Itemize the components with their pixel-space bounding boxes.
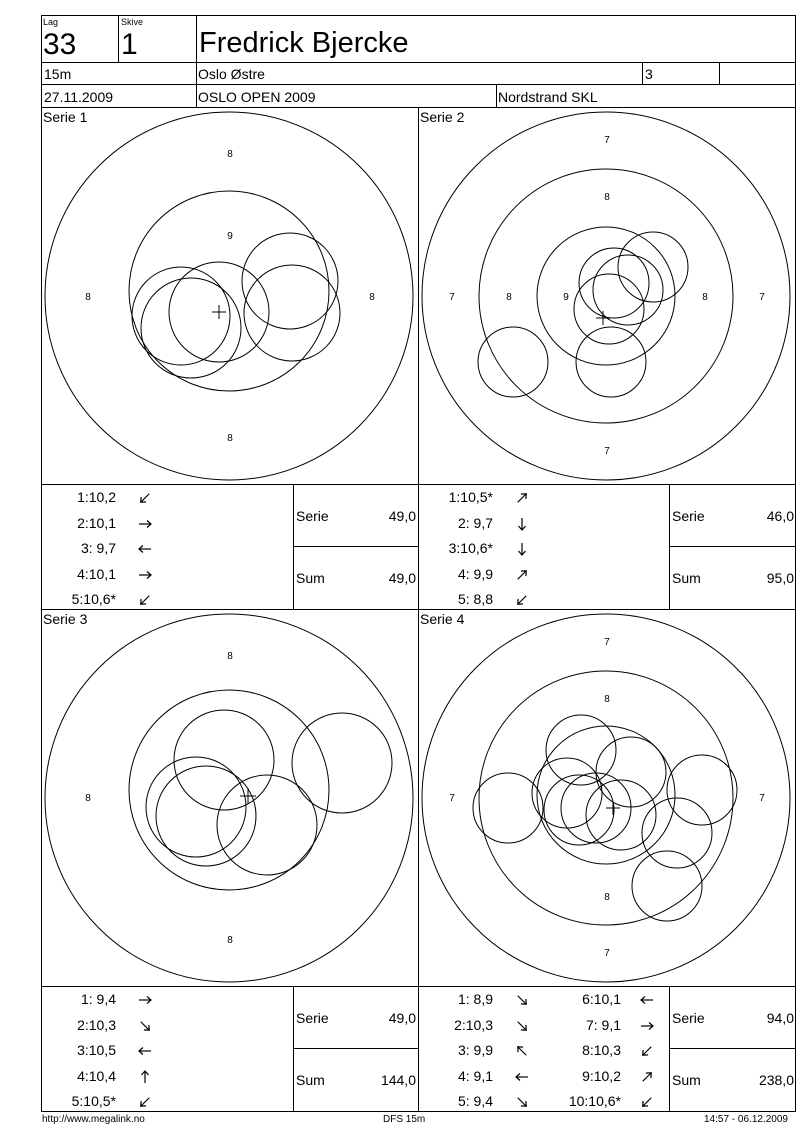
shot-score: 10:10,6* (568, 1093, 621, 1109)
shot-score: 2:10,3 (77, 1016, 116, 1033)
direction-arrow-icon (136, 517, 154, 531)
ring-label: 9 (563, 292, 569, 303)
direction-arrow-icon (136, 993, 154, 1007)
ring-label: 8 (702, 292, 708, 303)
ring-label: 8 (604, 892, 610, 903)
shot-score: 3: 9,7 (80, 540, 116, 556)
ring-label: 8 (227, 433, 233, 444)
distance: 15m (44, 66, 72, 82)
shot-score: 1: 8,9 (457, 991, 493, 1007)
shot-score: 2: 9,7 (457, 514, 493, 531)
footer-url[interactable]: http://www.megalink.no (42, 1114, 145, 1125)
sum-label: Sum (672, 570, 701, 586)
ring-label: 7 (604, 446, 610, 457)
ring-label: 8 (604, 192, 610, 203)
shot-score: 7: 9,1 (585, 1016, 621, 1033)
shot-score: 5: 9,4 (457, 1093, 493, 1109)
shot-score: 1:10,5* (448, 489, 493, 505)
series-3-title: Serie 3 (43, 611, 88, 627)
ring-label: 8 (227, 651, 233, 662)
ring-label: 7 (449, 292, 455, 303)
serie-label: Serie (672, 1010, 705, 1026)
target-series-3 (42, 610, 418, 986)
lag-value: 33 (43, 28, 77, 61)
ring-label: 9 (227, 231, 233, 242)
ring-label: 8 (506, 292, 512, 303)
direction-arrow-icon (513, 542, 531, 556)
serie-score: 49,0 (388, 508, 416, 524)
venue: Nordstrand SKL (498, 89, 598, 105)
sum-score: 238,0 (758, 1072, 794, 1088)
shot-score: 6:10,1 (582, 991, 621, 1007)
target-series-2 (419, 108, 795, 484)
ring-label: 7 (604, 135, 610, 146)
shot-score: 3:10,6* (448, 540, 493, 556)
class: 3 (645, 66, 653, 82)
sum-label: Sum (296, 570, 325, 586)
target-series-4 (419, 610, 795, 986)
shot-score: 8:10,3 (582, 1042, 621, 1058)
direction-arrow-icon (136, 568, 154, 582)
shot-score: 5: 8,8 (457, 591, 493, 607)
shot-score: 4:10,1 (77, 565, 116, 582)
shooter-name: Fredrick Bjercke (199, 27, 409, 59)
serie-score: 46,0 (766, 508, 794, 524)
shot-score: 4: 9,1 (457, 1067, 493, 1084)
direction-arrow-icon (513, 491, 531, 505)
series-1-title: Serie 1 (43, 109, 88, 125)
date: 27.11.2009 (44, 89, 114, 105)
ring-label: 7 (604, 637, 610, 648)
skive-label: Skive (121, 17, 144, 27)
ring-label: 8 (227, 935, 233, 946)
direction-arrow-icon (638, 1019, 656, 1033)
shot-score: 5:10,5* (71, 1093, 116, 1109)
direction-arrow-icon (513, 993, 531, 1007)
shot-score: 2:10,1 (77, 514, 116, 531)
shot-score: 4: 9,9 (457, 565, 493, 582)
shot-score: 3:10,5 (77, 1042, 116, 1058)
direction-arrow-icon (136, 593, 154, 607)
shot-score: 2:10,3 (454, 1016, 493, 1033)
direction-arrow-icon (136, 491, 154, 505)
shot-score: 1: 9,4 (80, 991, 116, 1007)
direction-arrow-icon (136, 1019, 154, 1033)
direction-arrow-icon (638, 1095, 656, 1109)
ring-label: 8 (85, 793, 91, 804)
ring-label: 8 (227, 149, 233, 160)
ring-label: 8 (604, 694, 610, 705)
skive-value: 1 (121, 28, 138, 61)
direction-arrow-icon (136, 1070, 154, 1084)
direction-arrow-icon (513, 593, 531, 607)
shot-score: 3: 9,9 (457, 1042, 493, 1058)
club: Oslo Østre (198, 66, 265, 82)
direction-arrow-icon (638, 1044, 656, 1058)
shot-score: 4:10,4 (77, 1067, 116, 1084)
sum-score: 144,0 (380, 1072, 416, 1088)
direction-arrow-icon (136, 1095, 154, 1109)
target-series-1 (42, 108, 418, 484)
direction-arrow-icon (513, 1019, 531, 1033)
ring-label: 8 (85, 292, 91, 303)
sum-score: 49,0 (388, 570, 416, 586)
serie-label: Serie (296, 1010, 329, 1026)
event-name: OSLO OPEN 2009 (198, 89, 316, 105)
direction-arrow-icon (638, 1070, 656, 1084)
ring-label: 7 (449, 793, 455, 804)
direction-arrow-icon (513, 1070, 531, 1084)
sum-score: 95,0 (766, 570, 794, 586)
serie-label: Serie (672, 508, 705, 524)
series-4-title: Serie 4 (420, 611, 465, 627)
shot-score: 9:10,2 (582, 1067, 621, 1084)
direction-arrow-icon (638, 993, 656, 1007)
ring-label: 7 (759, 292, 765, 303)
footer-system: DFS 15m (383, 1114, 426, 1125)
direction-arrow-icon (513, 517, 531, 531)
shot-score: 5:10,6* (71, 591, 116, 607)
serie-score: 49,0 (388, 1010, 416, 1026)
footer-timestamp: 14:57 - 06.12.2009 (704, 1114, 788, 1125)
ring-label: 7 (604, 948, 610, 959)
direction-arrow-icon (136, 542, 154, 556)
ring-label: 7 (759, 793, 765, 804)
sum-label: Sum (672, 1072, 701, 1088)
lag-label: Lag (43, 17, 59, 27)
direction-arrow-icon (136, 1044, 154, 1058)
shot-score: 1:10,2 (77, 489, 116, 505)
series-2-title: Serie 2 (420, 109, 465, 125)
sum-label: Sum (296, 1072, 325, 1088)
direction-arrow-icon (513, 1044, 531, 1058)
serie-score: 94,0 (766, 1010, 794, 1026)
ring-label: 8 (369, 292, 375, 303)
direction-arrow-icon (513, 1095, 531, 1109)
direction-arrow-icon (513, 568, 531, 582)
serie-label: Serie (296, 508, 329, 524)
